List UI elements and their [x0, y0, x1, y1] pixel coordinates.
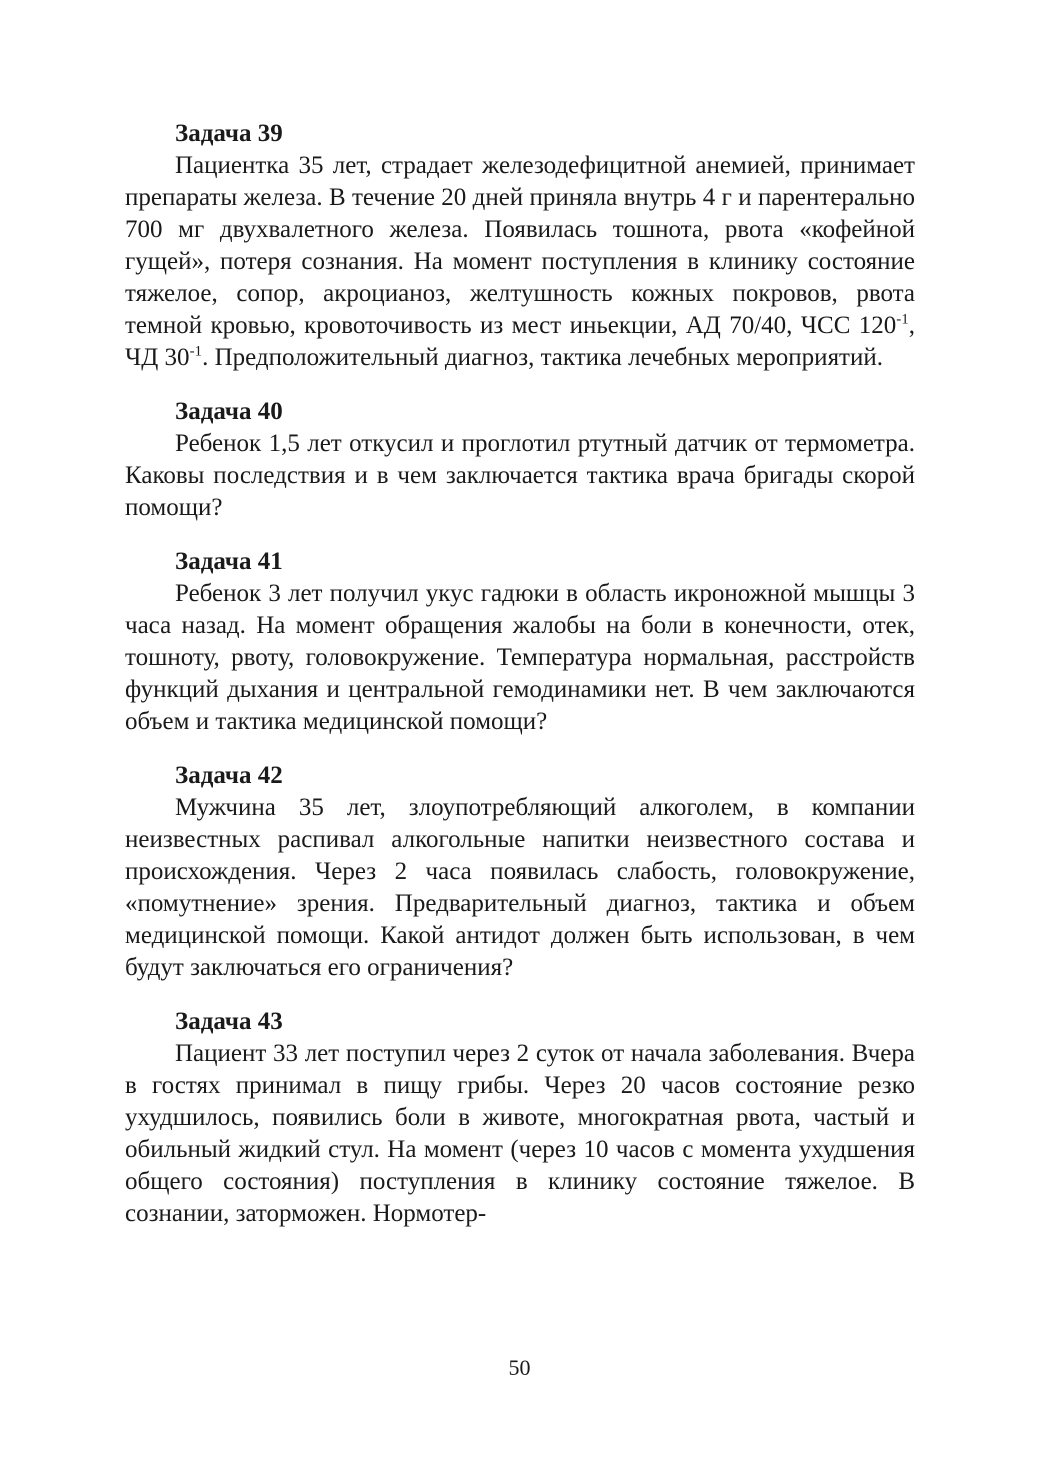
task-title: Задача 39	[175, 120, 283, 147]
task-text-segment: . Предположительный диагноз, тактика лечебных мероприятий.	[202, 344, 883, 371]
task-title: Задача 41	[175, 548, 283, 575]
task-title: Задача 43	[175, 1008, 283, 1035]
page-number: 50	[508, 1355, 531, 1380]
task-text: Пациент 33 лет поступил через 2 суток от начала заболевания. Вчера в гостях принимал в пищу грибы. Через 20 часов состояние резко ухудшилось, появились боли в животе, многократная рвота, частый и обильный жидкий стул. На момент (через 10 часов с момента ухудшения общего состояния) поступления в клинику состояние тяжелое. В сознании, заторможен. Нормотер-	[125, 1040, 915, 1227]
task-42	[125, 760, 915, 984]
task-text: Мужчина 35 лет, злоупотребляющий алкоголем, в компании неизвестных распивал алкогольные напитки неизвестного состава и происхождения. Через 2 часа появилась слабость, головокружение, «помутнение» зрения. Предварительный диагноз, тактика и объем медицинской помощи. Какой антидот должен быть использован, в чем будут заключаться его ограничения?	[125, 794, 915, 981]
task-title: Задача 40	[175, 398, 283, 425]
superscript: -1	[189, 343, 203, 360]
task-43	[125, 1006, 915, 1230]
page-content	[125, 118, 915, 1252]
task-text	[125, 150, 915, 374]
task-text: Ребенок 1,5 лет откусил и проглотил ртутный датчик от термометра. Каковы последствия и в чем заключается тактика врача бригады скорой помощи?	[125, 430, 915, 521]
task-text-segment: , ЧД 30	[125, 312, 915, 371]
superscript: -1	[896, 311, 909, 328]
task-text: Ребенок 3 лет получил укус гадюки в область икроножной мышцы 3 часа назад. На момент обращения жалобы на боли в конечности, отек, тошноту, рвоту, головокружение. Температура нормальная, расстройств функций дыхания и центральной гемодинамики нет. В чем заключаются объем и тактика медицинской помощи?	[125, 580, 915, 735]
task-41	[125, 546, 915, 738]
task-title: Задача 42	[175, 762, 283, 789]
task-40	[125, 396, 915, 524]
task-text-segment: Пациентка 35 лет, страдает железодефицитной анемией, принимает препараты железа. В течение 20 дней приняла внутрь 4 г и парентерально 700 мг двухвалетного железа. Появилась тошнота, рвота «кофейной гущей», потеря сознания. На момент поступления в клинику состояние тяжелое, сопор, акроцианоз, желтушность кожных покровов, рвота темной кровью, кровоточивость из мест иньекции, АД 70/40, ЧСС 120	[125, 152, 915, 339]
task-39	[125, 118, 915, 374]
